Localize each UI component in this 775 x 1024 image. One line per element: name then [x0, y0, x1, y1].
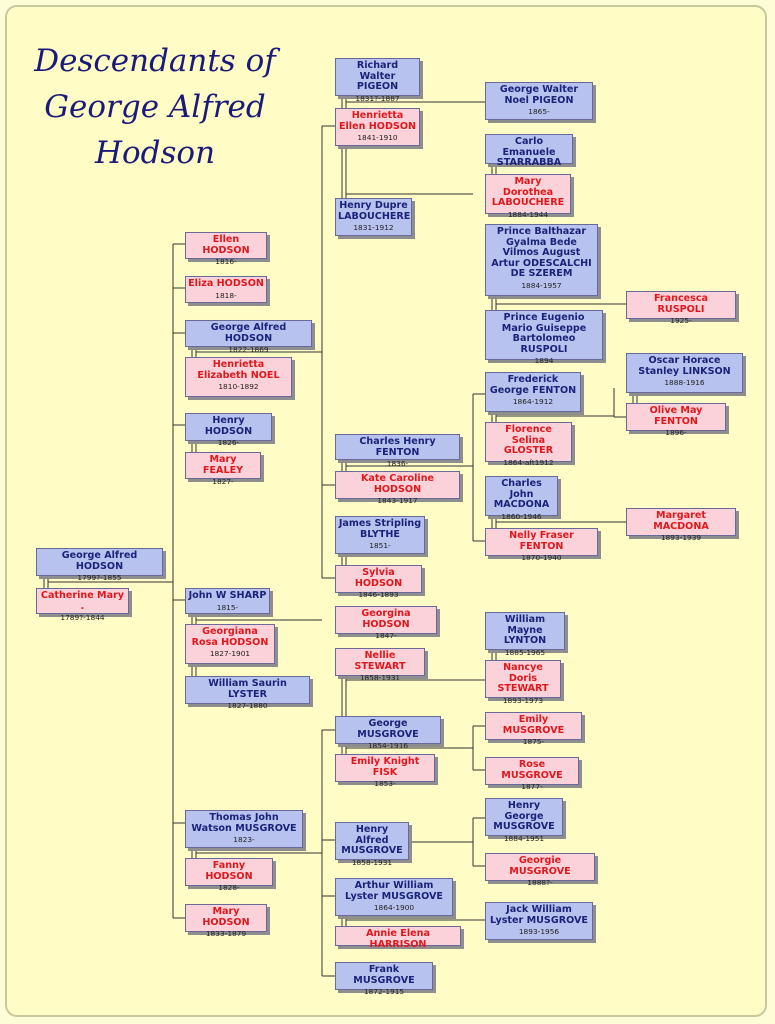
person-dates: 1893-1939: [660, 533, 702, 542]
person-dates: 1875-: [522, 737, 545, 746]
person-box-florence-selina-gloster[interactable]: [485, 422, 572, 467]
person-name: Georgina HODSON: [361, 608, 411, 630]
person-box-george-alfred-hodson-jr[interactable]: [185, 320, 312, 354]
person-dates: 1896-: [665, 428, 687, 437]
person-name: Oscar Horace Stanley LINKSON: [638, 355, 731, 377]
person-name: Georgie MUSGROVE: [509, 855, 571, 877]
person-name: Nancye Doris STEWART: [497, 662, 549, 694]
person-dates: 1843-1917: [377, 496, 418, 505]
person-name: Henry Dupre LABOUCHERE: [338, 200, 411, 222]
person-name: Thomas John Watson MUSGROVE: [191, 812, 297, 834]
person-box-richard-walter-pigeon[interactable]: [335, 58, 420, 103]
person-dates: 1888-1916: [664, 378, 705, 387]
person-dates: 1847-: [375, 631, 397, 640]
person-box-mary-dorothea-labouchere[interactable]: [485, 174, 571, 219]
person-name: Henry George MUSGROVE: [493, 800, 555, 832]
title-line-1: Descendants of: [34, 43, 276, 79]
person-name: George Alfred HODSON: [210, 322, 287, 344]
person-dates: 1828-: [218, 883, 240, 892]
person-dates: 1831-1912: [353, 223, 394, 232]
person-dates: 1894: [534, 356, 554, 365]
person-dates: 1826-: [217, 438, 240, 447]
person-dates: 1864-1900: [373, 903, 415, 912]
person-dates: 1833-1879: [205, 929, 247, 938]
person-box-georgiana-rosa-hodson[interactable]: [185, 624, 275, 664]
person-box-thomas-john-watson-musgrove[interactable]: [185, 810, 303, 848]
person-box-kate-caroline-hodson[interactable]: [335, 471, 460, 505]
person-box-george-walter-noel-pigeon[interactable]: [485, 82, 593, 120]
person-dates: 1789?-1844: [60, 613, 105, 622]
person-dates: 1877-: [521, 782, 543, 791]
person-name: William Saurin LYSTER: [208, 678, 287, 700]
person-dates: 1884-1944: [507, 209, 549, 219]
person-box-ellen-hodson[interactable]: [185, 232, 267, 266]
person-dates: 1858-1931: [351, 857, 393, 867]
person-dates: 1870-1940: [521, 553, 562, 562]
title-line-3: Hodson: [94, 135, 216, 171]
person-name: Richard Walter PIGEON: [356, 60, 399, 92]
person-dates: 1851-: [369, 541, 391, 550]
person-dates: 1865-: [528, 107, 550, 116]
person-name: Mary FEALEY: [202, 454, 244, 476]
person-name: Mary HODSON: [202, 906, 250, 928]
person-name: Nellie STEWART: [354, 650, 406, 672]
person-name: Kate Caroline HODSON: [360, 473, 435, 495]
person-name: Arthur William Lyster MUSGROVE: [345, 880, 443, 902]
person-name: John W SHARP: [188, 590, 267, 601]
person-box-arthur-william-lyster-musgrove[interactable]: [335, 878, 453, 916]
person-name: Georgiana Rosa HODSON: [191, 626, 269, 648]
person-box-george-alfred-hodson-sr[interactable]: [36, 548, 163, 582]
person-dates: 1925-: [670, 316, 692, 325]
person-dates: 1888?-: [527, 878, 553, 887]
person-name: George Walter Noel PIGEON: [499, 84, 579, 106]
person-dates: 1885-1965: [504, 647, 546, 657]
title-line-2: George Alfred: [44, 89, 266, 125]
person-dates: 1822-1869: [228, 345, 269, 354]
person-dates: 1860-1946: [501, 511, 542, 521]
person-name: Ellen HODSON: [202, 234, 250, 256]
person-dates: 1893-1973: [502, 695, 544, 705]
person-box-william-saurin-lyster[interactable]: [185, 676, 310, 710]
person-dates: 1827-: [212, 477, 234, 486]
person-dates: 1853-: [374, 779, 396, 788]
person-name: Prince Balthazar Gyalma Bede Vilmos August Artur ODESCALCHI DE SZEREM: [491, 226, 592, 279]
person-name: Henry HODSON: [204, 415, 253, 437]
person-name: William Mayne LYNTON: [503, 614, 547, 646]
person-name: George MUSGROVE: [357, 718, 419, 740]
person-name: Nelly Fraser FENTON: [509, 530, 574, 552]
person-box-henry-alfred-musgrove[interactable]: [335, 822, 409, 867]
person-name: Prince Eugenio Mario Guiseppe Bartolomeo RUSPOLI: [501, 312, 587, 355]
person-box-rose-musgrove[interactable]: [485, 757, 579, 791]
person-box-charles-henry-fenton[interactable]: [335, 434, 460, 468]
person-box-george-musgrove[interactable]: [335, 716, 441, 750]
person-box-fanny-hodson[interactable]: [185, 858, 273, 892]
person-dates: 1884-1957: [521, 280, 562, 290]
person-name: Olive May FENTON: [649, 405, 703, 427]
person-dates: 1841-1910: [357, 133, 398, 142]
person-dates: 1810-1892: [218, 382, 259, 391]
person-dates: 1827-1880: [227, 701, 268, 710]
person-dates: 1831?-1887: [355, 93, 400, 103]
person-name: Rose MUSGROVE: [501, 759, 563, 781]
person-name: Charles John MACDONA: [493, 478, 550, 510]
person-name: Catherine Mary .: [40, 590, 125, 612]
person-box-frederick-george-fenton[interactable]: [485, 372, 581, 412]
person-name: Annie Elena HARRISON: [366, 928, 430, 950]
person-name: Henrietta Ellen HODSON: [338, 110, 417, 132]
person-box-margaret-macdona[interactable]: [626, 508, 736, 542]
person-dates: 1864-1912: [512, 397, 554, 406]
person-box-prince-eugenio-mario-ruspoli[interactable]: [485, 310, 603, 365]
person-dates: 1816-: [215, 257, 237, 266]
person-dates: 1827-1901: [209, 649, 251, 658]
person-name: Henry Alfred MUSGROVE: [341, 824, 403, 856]
person-box-emily-musgrove[interactable]: [485, 712, 582, 746]
person-name: Sylvia HODSON: [354, 567, 403, 589]
person-dates: 1846-1893: [358, 590, 399, 599]
person-dates: 1893-1956: [518, 927, 560, 936]
person-box-mary-fealey[interactable]: [185, 452, 261, 486]
person-box-catherine-mary[interactable]: [36, 588, 129, 622]
person-box-mary-hodson[interactable]: [185, 904, 267, 938]
person-box-john-w-sharp[interactable]: [185, 588, 270, 614]
person-box-nancye-doris-stewart[interactable]: [485, 660, 561, 705]
person-name: George Alfred HODSON: [61, 550, 138, 572]
person-box-henry-hodson[interactable]: [185, 413, 272, 447]
person-dates: 1884-1951: [503, 833, 545, 843]
person-name: Emily MUSGROVE: [502, 714, 565, 736]
person-name: Emily Knight FISK: [350, 756, 420, 778]
person-dates: 1823-: [233, 835, 255, 844]
person-name: Frederick George FENTON: [489, 374, 577, 396]
person-box-sylvia-hodson[interactable]: [335, 565, 422, 599]
person-name: Frank MUSGROVE: [353, 964, 415, 986]
person-dates: 1815-: [216, 602, 239, 612]
person-box-francesca-ruspoli[interactable]: [626, 291, 736, 325]
person-dates: 1854-1916: [367, 741, 409, 750]
person-box-nellie-stewart[interactable]: [335, 648, 425, 682]
person-box-carlo-emanuele-starrabba[interactable]: [485, 134, 573, 168]
person-dates: 1872-1915: [363, 987, 405, 996]
person-box-jack-william-lyster-musgrove[interactable]: [485, 902, 593, 940]
person-box-william-mayne-lynton[interactable]: [485, 612, 565, 657]
person-dates: 1864-aft1912: [503, 457, 554, 467]
person-dates: 1836-: [386, 459, 409, 468]
person-name: Eliza HODSON: [188, 278, 264, 289]
person-name: Carlo Emanuele STARRABBA: [496, 136, 562, 168]
person-name: Florence Selina GLOSTER: [503, 424, 554, 456]
person-box-emily-knight-fisk[interactable]: [335, 754, 435, 788]
person-name: Henrietta Elizabeth NOEL: [197, 359, 280, 381]
person-box-prince-balthazar-odescalchi[interactable]: [485, 224, 598, 296]
person-name: Fanny HODSON: [205, 860, 253, 882]
person-box-nelly-fraser-fenton[interactable]: [485, 528, 598, 562]
person-name: Mary Dorothea LABOUCHERE: [491, 176, 565, 208]
person-box-frank-musgrove[interactable]: [335, 962, 433, 996]
person-box-georgie-musgrove[interactable]: [485, 853, 595, 887]
person-name: Francesca RUSPOLI: [653, 293, 709, 315]
person-name: James Stripling BLYTHE: [338, 518, 422, 540]
person-box-eliza-hodson[interactable]: [185, 276, 267, 303]
person-dates: 1799?-1855: [77, 573, 122, 582]
person-box-charles-john-macdona[interactable]: [485, 476, 558, 521]
person-box-henry-dupre-labouchere[interactable]: [335, 198, 412, 236]
person-box-henrietta-ellen-hodson[interactable]: [335, 108, 420, 146]
person-box-henry-george-musgrove[interactable]: [485, 798, 563, 843]
person-name: Margaret MACDONA: [653, 510, 709, 532]
person-box-annie-elena-harrison[interactable]: [335, 926, 461, 950]
person-box-james-stripling-blythe[interactable]: [335, 516, 425, 554]
person-box-georgina-hodson[interactable]: [335, 606, 437, 640]
person-box-henrietta-elizabeth-noel[interactable]: [185, 357, 292, 397]
person-box-oscar-horace-stanley-linkson[interactable]: [626, 353, 743, 393]
person-name: Charles Henry FENTON: [359, 436, 436, 458]
person-dates: 1858-1931: [359, 673, 401, 682]
person-name: Jack William Lyster MUSGROVE: [490, 904, 588, 926]
person-box-olive-may-fenton[interactable]: [626, 403, 726, 437]
person-dates: 1818-: [215, 290, 237, 300]
